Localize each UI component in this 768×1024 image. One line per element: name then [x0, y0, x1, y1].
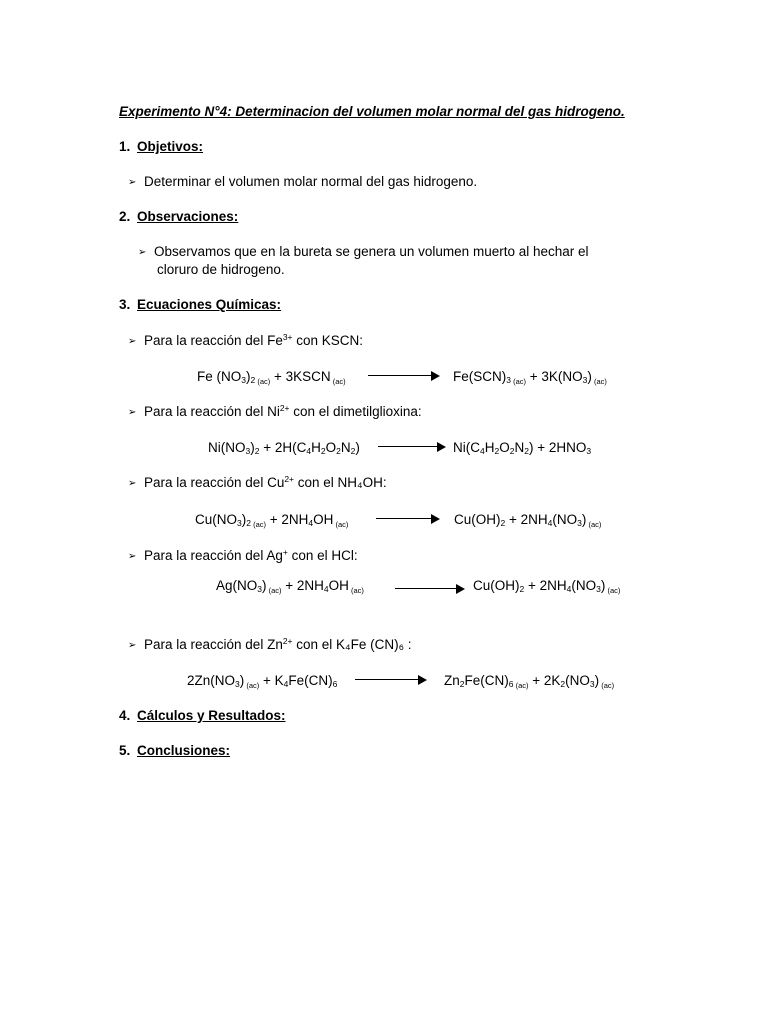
- state-marker: (ac): [255, 377, 271, 386]
- state-marker: (ac): [605, 586, 621, 595]
- formula-text: OH: [328, 578, 349, 593]
- section-heading-observaciones: [119, 209, 238, 224]
- formula-subscript: 2: [500, 518, 506, 528]
- formula-text: Zn: [444, 673, 460, 688]
- state-marker: (ac): [599, 681, 615, 690]
- section-label: Objetivos:: [137, 139, 204, 154]
- formula-text: Fe (NO: [197, 369, 242, 384]
- observacion-item: [138, 244, 589, 259]
- section-heading-conclusiones: [119, 743, 230, 758]
- formula-subscript: 3: [577, 518, 582, 528]
- section-label: Cálculos y Resultados:: [137, 708, 286, 723]
- state-marker: (ac): [510, 377, 526, 386]
- formula-text: Fe(CN): [288, 673, 333, 688]
- formula-subscript: 2: [250, 375, 256, 385]
- formula-text: ): [241, 512, 247, 527]
- formula-subscript: 3: [237, 518, 242, 528]
- arrow-bullet-icon: ➢: [128, 407, 137, 418]
- formula-text: ): [355, 440, 360, 455]
- equation-rhs: [444, 673, 614, 688]
- formula-subscript: 2: [519, 584, 525, 594]
- formula-subscript: 4: [480, 446, 485, 456]
- observacion-line2: cloruro de hidrogeno.: [157, 262, 285, 277]
- equation-lhs: [208, 440, 360, 455]
- arrow-bullet-icon: ➢: [128, 551, 137, 562]
- formula-text: N: [340, 440, 351, 455]
- reaction-intro: ➢ Para la reacción del $Ni^{2+}$ con el dimetilglioxina:: [128, 403, 422, 419]
- reaction-arrow-icon: [368, 371, 440, 381]
- formula-text: Cu(OH): [473, 578, 520, 593]
- formula-text: Ag(NO: [216, 578, 258, 593]
- reaction-intro: ➢ Para la reacción del Ag+ con el HCl:: [128, 547, 358, 563]
- reaction-intro: ➢ Para la reacción del $Fe^{3+}$ con KSCN:: [128, 332, 364, 348]
- state-marker: (ac): [250, 520, 266, 529]
- page-title: Experimento N°4: Determinacion del volumen molar normal del gas hidrogeno.: [119, 104, 625, 119]
- section-heading-calculos: [119, 708, 286, 723]
- formula-subscript: 3: [596, 584, 601, 594]
- objetivo-text: Determinar el volumen molar normal del gas hidrogeno.: [144, 174, 478, 189]
- formula-text: 2Zn(NO: [187, 673, 236, 688]
- state-marker: (ac): [244, 681, 260, 690]
- section-number: 4.: [119, 708, 131, 723]
- reaction-intro: ➢ Para la reacción del $Cu^{2+}$ con el NH₄OH:: [128, 474, 387, 490]
- formula-subscript: 4: [566, 584, 572, 594]
- observacion-line1: Observamos que en la bureta se genera un volumen muerto al hechar el: [154, 244, 589, 259]
- state-marker: (ac): [266, 586, 282, 595]
- formula-subscript: 2: [459, 679, 465, 689]
- section-label: Observaciones:: [137, 209, 239, 224]
- state-marker: (ac): [333, 520, 349, 529]
- formula-text: ): [239, 673, 245, 688]
- formula-text: H: [484, 440, 495, 455]
- formula-text: N: [514, 440, 525, 455]
- formula-text: (NO: [571, 578, 597, 593]
- equation-lhs: [197, 369, 346, 384]
- formula-subscript: 2: [509, 446, 515, 456]
- formula-subscript: 2: [336, 446, 341, 456]
- formula-text: ): [246, 369, 251, 384]
- state-marker: (ac): [591, 377, 607, 386]
- formula-subscript: 4: [306, 446, 312, 456]
- equation-lhs: [216, 578, 364, 593]
- formula-text: ): [581, 512, 587, 527]
- state-marker: (ac): [330, 377, 346, 386]
- formula-text: ): [587, 369, 592, 384]
- section-number: 2.: [119, 209, 131, 224]
- equation-rhs: [453, 440, 591, 455]
- formula-subscript: 4: [283, 679, 289, 689]
- formula-text: O: [325, 440, 337, 455]
- formula-text: OH: [313, 512, 334, 527]
- formula-text: ): [594, 673, 600, 688]
- formula-subscript: 2: [246, 518, 251, 528]
- formula-subscript: 3: [245, 446, 251, 456]
- formula-subscript: 3: [589, 679, 595, 689]
- formula-text: + K: [259, 673, 284, 688]
- section-number: 1.: [119, 139, 131, 154]
- section-label: Ecuaciones Químicas:: [137, 297, 282, 312]
- formula-text: Cu(NO: [195, 512, 238, 527]
- formula-subscript: 3: [241, 375, 246, 385]
- equation-rhs: [453, 369, 607, 384]
- formula-subscript: 3: [235, 679, 240, 689]
- formula-subscript: 2: [494, 446, 500, 456]
- formula-text: Ni(NO: [208, 440, 246, 455]
- formula-subscript: 6: [508, 679, 514, 689]
- formula-subscript: 4: [323, 584, 329, 594]
- formula-text: (NO: [552, 512, 578, 527]
- formula-subscript: 3: [582, 375, 588, 385]
- formula-text: ): [250, 440, 255, 455]
- formula-subscript: 2: [560, 679, 566, 689]
- arrow-bullet-icon: ➢: [138, 247, 147, 258]
- formula-text: Ni(C: [453, 440, 480, 455]
- formula-text: (NO: [565, 673, 590, 688]
- state-marker: (ac): [513, 681, 529, 690]
- equation-lhs: [187, 673, 337, 688]
- formula-subscript: 2: [254, 446, 260, 456]
- formula-subscript: 4: [308, 518, 314, 528]
- formula-text: Fe(CN): [464, 673, 509, 688]
- formula-subscript: 2: [320, 446, 326, 456]
- state-marker: (ac): [586, 520, 602, 529]
- formula-subscript: 4: [547, 518, 553, 528]
- section-heading-objetivos: [119, 139, 203, 154]
- formula-text: + 2NH: [505, 512, 548, 527]
- formula-subscript: 3: [506, 375, 511, 385]
- formula-subscript: 2: [350, 446, 356, 456]
- formula-subscript: 2: [524, 446, 529, 456]
- formula-text: + 2H(C: [259, 440, 307, 455]
- formula-subscript: 6: [332, 679, 338, 689]
- formula-text: + 2NH: [281, 578, 324, 593]
- reaction-intro: ➢ Para la reacción del $Zn^{2+}$ con el K₄Fe (CN)₆ :: [128, 636, 412, 652]
- equation-lhs: [195, 512, 348, 527]
- state-marker: (ac): [348, 586, 364, 595]
- formula-text: O: [499, 440, 510, 455]
- formula-text: + 2NH: [265, 512, 309, 527]
- formula-text: + 3KSCN: [270, 369, 331, 384]
- arrow-bullet-icon: ➢: [128, 640, 137, 651]
- reaction-arrow-icon: [376, 514, 440, 524]
- section-heading-ecuaciones: [119, 297, 281, 312]
- section-number: 3.: [119, 297, 131, 312]
- formula-text: H: [311, 440, 321, 455]
- formula-subscript: 3: [257, 584, 262, 594]
- formula-text: + 2K: [528, 673, 561, 688]
- arrow-bullet-icon: ➢: [128, 177, 137, 188]
- reaction-arrow-icon: [378, 442, 446, 452]
- formula-text: ): [600, 578, 606, 593]
- formula-text: + 2NH: [524, 578, 567, 593]
- arrow-bullet-icon: ➢: [128, 336, 137, 347]
- arrow-bullet-icon: ➢: [128, 478, 137, 489]
- formula-text: ) + 2HNO: [528, 440, 587, 455]
- section-label: Conclusiones:: [137, 743, 231, 758]
- formula-text: + 3K(NO: [525, 369, 583, 384]
- reaction-arrow-icon: [355, 675, 427, 685]
- equation-rhs: [454, 512, 601, 527]
- objetivo-item: [128, 174, 477, 189]
- formula-text: Fe(SCN): [453, 369, 507, 384]
- section-number: 5.: [119, 743, 131, 758]
- equation-rhs: [473, 578, 620, 593]
- formula-text: ): [262, 578, 267, 593]
- reaction-arrow-icon: [395, 584, 465, 594]
- formula-subscript: 3: [586, 446, 592, 456]
- formula-text: Cu(OH): [454, 512, 501, 527]
